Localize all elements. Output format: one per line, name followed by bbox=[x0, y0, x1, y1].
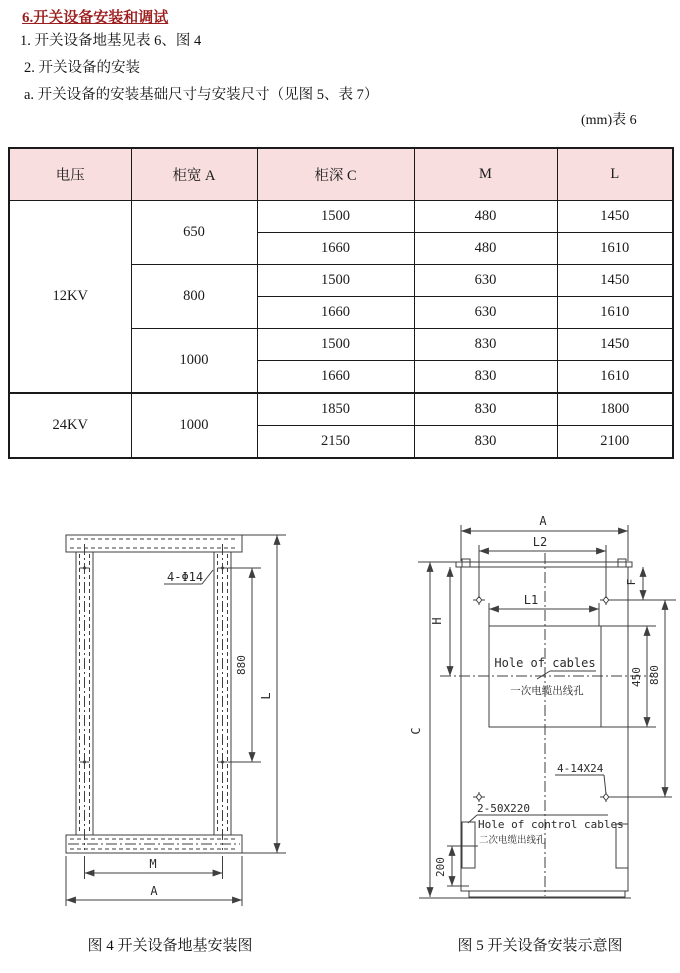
table-cell: 2100 bbox=[557, 426, 673, 459]
table-cell: 630 bbox=[414, 265, 557, 297]
fig4-frame bbox=[66, 535, 242, 853]
fig5-dim-A-label: A bbox=[539, 514, 547, 528]
fig5-dim-C bbox=[409, 562, 430, 897]
table-cell: 1450 bbox=[557, 265, 673, 297]
table-cell: 830 bbox=[414, 393, 557, 426]
table-cell: 630 bbox=[414, 297, 557, 329]
col-header-m: M bbox=[414, 148, 557, 201]
fig4-dim-M-label: M bbox=[149, 857, 157, 871]
voltage-cell: 12KV bbox=[9, 201, 131, 394]
paragraph-foundation: 1. 开关设备地基见表 6、图 4 bbox=[20, 33, 202, 49]
fig5-cable-hole-en: Hole of cables bbox=[494, 656, 596, 670]
fig5-cable-hole-cn: 一次电缆出线孔 bbox=[510, 686, 584, 697]
table-cell: 1610 bbox=[557, 297, 673, 329]
fig5-control-hole-cn: 二次电缆出线孔 bbox=[479, 836, 546, 846]
fig5-dim-L1 bbox=[489, 593, 599, 626]
fig5-dim-880-label: 880 bbox=[648, 665, 661, 685]
fig4-dim-M bbox=[85, 856, 223, 879]
table-cell: 1500 bbox=[257, 329, 414, 361]
col-header-voltage: 电压 bbox=[9, 148, 131, 201]
table-cell: 1610 bbox=[557, 361, 673, 394]
paragraph-install: 2. 开关设备的安装 bbox=[24, 60, 140, 76]
table-cell: 2150 bbox=[257, 426, 414, 459]
width-cell: 650 bbox=[131, 201, 257, 265]
fig5-slot-label: 2-50X220 bbox=[477, 802, 530, 815]
fig5-control-hole-en: Hole of control cables bbox=[478, 818, 624, 831]
table-cell: 1660 bbox=[257, 233, 414, 265]
fig5-dim-H-label: H bbox=[430, 617, 444, 625]
fig4-dim-880-label: 880 bbox=[235, 655, 248, 675]
table-cell: 1660 bbox=[257, 361, 414, 394]
fig4-dim-A-label: A bbox=[150, 884, 158, 898]
table-cell: 480 bbox=[414, 233, 557, 265]
table-cell: 480 bbox=[414, 201, 557, 233]
table-cell: 830 bbox=[414, 426, 557, 459]
section-heading: 6.开关设备安装和调试 bbox=[22, 10, 169, 26]
width-cell: 1000 bbox=[131, 393, 257, 458]
table-cell: 1660 bbox=[257, 297, 414, 329]
table-cell: 830 bbox=[414, 361, 557, 394]
fig5-dim-C-label: C bbox=[409, 727, 423, 735]
fig4-dim-L bbox=[242, 535, 286, 853]
table-unit-label: (mm)表 6 bbox=[581, 113, 637, 128]
table-cell: 1800 bbox=[557, 393, 673, 426]
table-header-row bbox=[9, 148, 673, 201]
figure4-foundation-drawing bbox=[30, 500, 310, 920]
col-header-depth-c: 柜深 C bbox=[257, 148, 414, 201]
table-cell: 1450 bbox=[557, 201, 673, 233]
fig5-bottom-holes-label: 4-14X24 bbox=[557, 762, 604, 775]
fig5-dim-H bbox=[430, 567, 450, 676]
fig5-dim-F-label: F bbox=[625, 578, 638, 586]
dimension-table bbox=[8, 147, 674, 459]
fig5-dim-880 bbox=[648, 600, 665, 797]
col-header-l: L bbox=[557, 148, 673, 201]
fig5-dim-450-label: 450 bbox=[630, 667, 643, 687]
fig5-control-hole bbox=[468, 802, 624, 846]
table-cell: 830 bbox=[414, 329, 557, 361]
fig5-dim-200-label: 200 bbox=[434, 857, 447, 877]
fig5-dim-L1-label: L1 bbox=[523, 593, 539, 607]
width-cell: 800 bbox=[131, 265, 257, 329]
fig5-bottom-holes-callout bbox=[555, 762, 606, 794]
col-header-width-a: 柜宽 A bbox=[131, 148, 257, 201]
voltage-cell: 24KV bbox=[9, 393, 131, 458]
table-cell: 1450 bbox=[557, 329, 673, 361]
fig5-center-lines bbox=[440, 553, 652, 896]
table-cell: 1610 bbox=[557, 233, 673, 265]
figure5-installation-drawing bbox=[400, 505, 680, 905]
figure4-caption: 图 4 开关设备地基安装图 bbox=[87, 938, 253, 954]
width-cell: 1000 bbox=[131, 329, 257, 394]
fig5-dim-200 bbox=[434, 846, 478, 886]
table-row bbox=[9, 201, 673, 233]
figure5-caption: 图 5 开关设备安装示意图 bbox=[457, 938, 623, 954]
fig4-anchor-holes bbox=[80, 563, 228, 767]
fig4-dim-880 bbox=[228, 568, 261, 762]
paragraph-dimensions: a. 开关设备的安装基础尺寸与安装尺寸（见图 5、表 7） bbox=[24, 87, 379, 103]
table-cell: 1850 bbox=[257, 393, 414, 426]
fig4-dim-L-label: L bbox=[259, 692, 273, 700]
fig4-hole-callout bbox=[164, 570, 213, 584]
fig4-hole-label: 4-Φ14 bbox=[167, 570, 204, 584]
fig5-dim-L2-label: L2 bbox=[532, 535, 548, 549]
table-cell: 1500 bbox=[257, 265, 414, 297]
table-cell: 1500 bbox=[257, 201, 414, 233]
table-row bbox=[9, 393, 673, 426]
